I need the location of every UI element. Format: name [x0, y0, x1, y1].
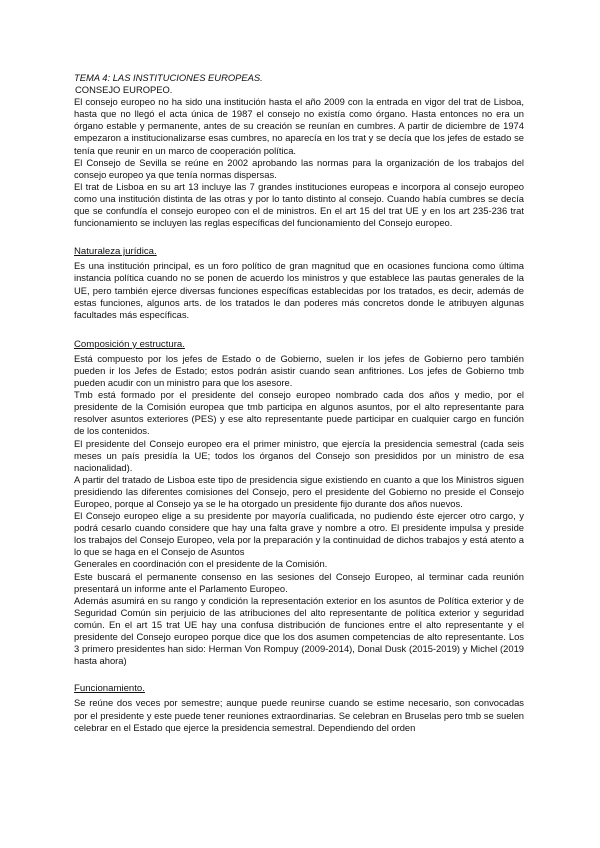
section-paragraph: Tmb está formado por el presidente del consejo europeo nombrado cada dos años y medio, por el presidente de la Comisión europea que tmb participa en algunos asuntos, por el alto representante para resolver asuntos exteriores (PES) y ese alto representante puede participar en cualquier cargo en función de los contenidos.	[74, 389, 524, 437]
section-paragraph: Este buscará el permanente consenso en las sesiones del Consejo Europeo, al terminar cada reunión presentará un informe ante el Parlamento Europeo.	[74, 570, 524, 594]
section-heading: Funcionamiento.	[74, 683, 145, 695]
section-heading: Naturaleza jurídica.	[74, 246, 157, 258]
intro-paragraph: El consejo europeo no ha sido una institución hasta el año 2009 con la entrada en vigor del trat de Lisboa, hasta que no llegó el acta única de 1987 el consejo no existía como órgano. Hasta entonces no era un órgano estable y permanente, antes de su creación se reunían en cumbres. A partir de diciembre de 1974 empezaron a institucionalizarse esas cumbres, no aparecía en los trat y se decía que los jefes de estado se tenía que reunir en un marco de cooperación política.	[74, 96, 524, 156]
section-heading: Composición y estructura.	[74, 338, 185, 350]
section-composicion	[74, 339, 524, 668]
section-paragraph: A partir del tratado de Lisboa este tipo de presidencia sigue existiendo en cuanto a que los Ministros siguen presidiendo las diferentes comisiones del Consejo, pero el presidente del Gobierno no preside el Consejo Europeo, porque al Consejo ya se le ha otorgado un presidente fijo durante dos años nuevos.	[74, 473, 524, 509]
section-funcionamiento	[74, 683, 524, 733]
section-paragraph: Generales en coordinación con el presidente de la Comisión.	[74, 558, 328, 570]
intro-section	[74, 96, 524, 229]
document-title: TEMA 4: LAS INSTITUCIONES EUROPEAS.	[74, 72, 263, 83]
section-paragraph: Además asumirá en su rango y condición la representación exterior en los asuntos de Política exterior y de Seguridad Común sin perjuicio de las atribuciones del alto representante de política exterior y seguridad común. En el art 15 trat UE hay una confusa distribución de funciones entre el alto representante y el presidente del Consejo europeo porque dice que los dos asumen competencias de alto representante. Los 3 primero presidentes han sido: Herman Von Rompuy (2009-2014), Donal Dusk (2015-2019) y Michel (2019 hasta ahora)	[74, 594, 524, 667]
intro-paragraph: El Consejo de Sevilla se reúne en 2002 aprobando las normas para la organización de los trabajos del consejo europeo ya que tenía normas dispersas.	[74, 156, 524, 180]
intro-paragraph: El trat de Lisboa en su art 13 incluye las 7 grandes instituciones europeas e incorpora al consejo europeo como una institución distinta de las otras y por lo tanto distinto al consejo. Cuando había cumbres se decía que se confundía el consejo europeo con el de ministros. En el art 15 del trat UE y en los art 235-236 trat funcionamiento se incluyen las reglas específicas del funcionamiento del Consejo europeo.	[74, 180, 524, 229]
document-subtitle: CONSEJO EUROPEO.	[75, 84, 173, 96]
section-paragraph: Es una institución principal, es un foro político de gran magnitud que en ocasiones funciona como última instancia política cuando no se ponen de acuerdo los ministros y que establece las pautas generales de la UE, pero también ejerce diversas funciones específicas establecidas por los tratados, es decir, además de estas funciones, algunos arts. de los tratados le dan poderes más concretos donde le atribuyen algunas facultades más específicas.	[74, 260, 524, 320]
section-paragraph: Se reúne dos veces por semestre; aunque puede reunirse cuando se estime necesario, son convocadas por el presidente y este puede tener reuniones extraordinarias. Se celebran en Bruselas pero tmb se suelen celebrar en el Estado que ejerce la presidencia semestral. Dependiendo del orden	[74, 697, 524, 733]
section-paragraph: El Consejo europeo elige a su presidente por mayoría cualificada, no pudiendo éste ejercer otro cargo, y podrá cesarlo cuando considere que hay una falta grave y nombre a otro. El presidente impulsa y preside los trabajos del Consejo Europeo, vela por la preparación y la continuidad de dichos trabajos y está atento a lo que se haga en el Consejo de Asuntos	[74, 510, 524, 558]
section-naturaleza	[74, 246, 524, 321]
section-paragraph: El presidente del Consejo europeo era el primer ministro, que ejercía la presidencia semestral (cada seis meses un país presidía la UE; todos los órganos del Consejo son presididos por un ministro de esa nacionalidad).	[74, 437, 524, 473]
section-paragraph: Está compuesto por los jefes de Estado o de Gobierno, suelen ir los jefes de Gobierno pero también pueden ir los Jefes de Estado; estos podrán asistir cuando sean anfitriones. Los jefes de Gobierno tmb pueden acudir con un ministro para que los asesore.	[74, 352, 524, 389]
